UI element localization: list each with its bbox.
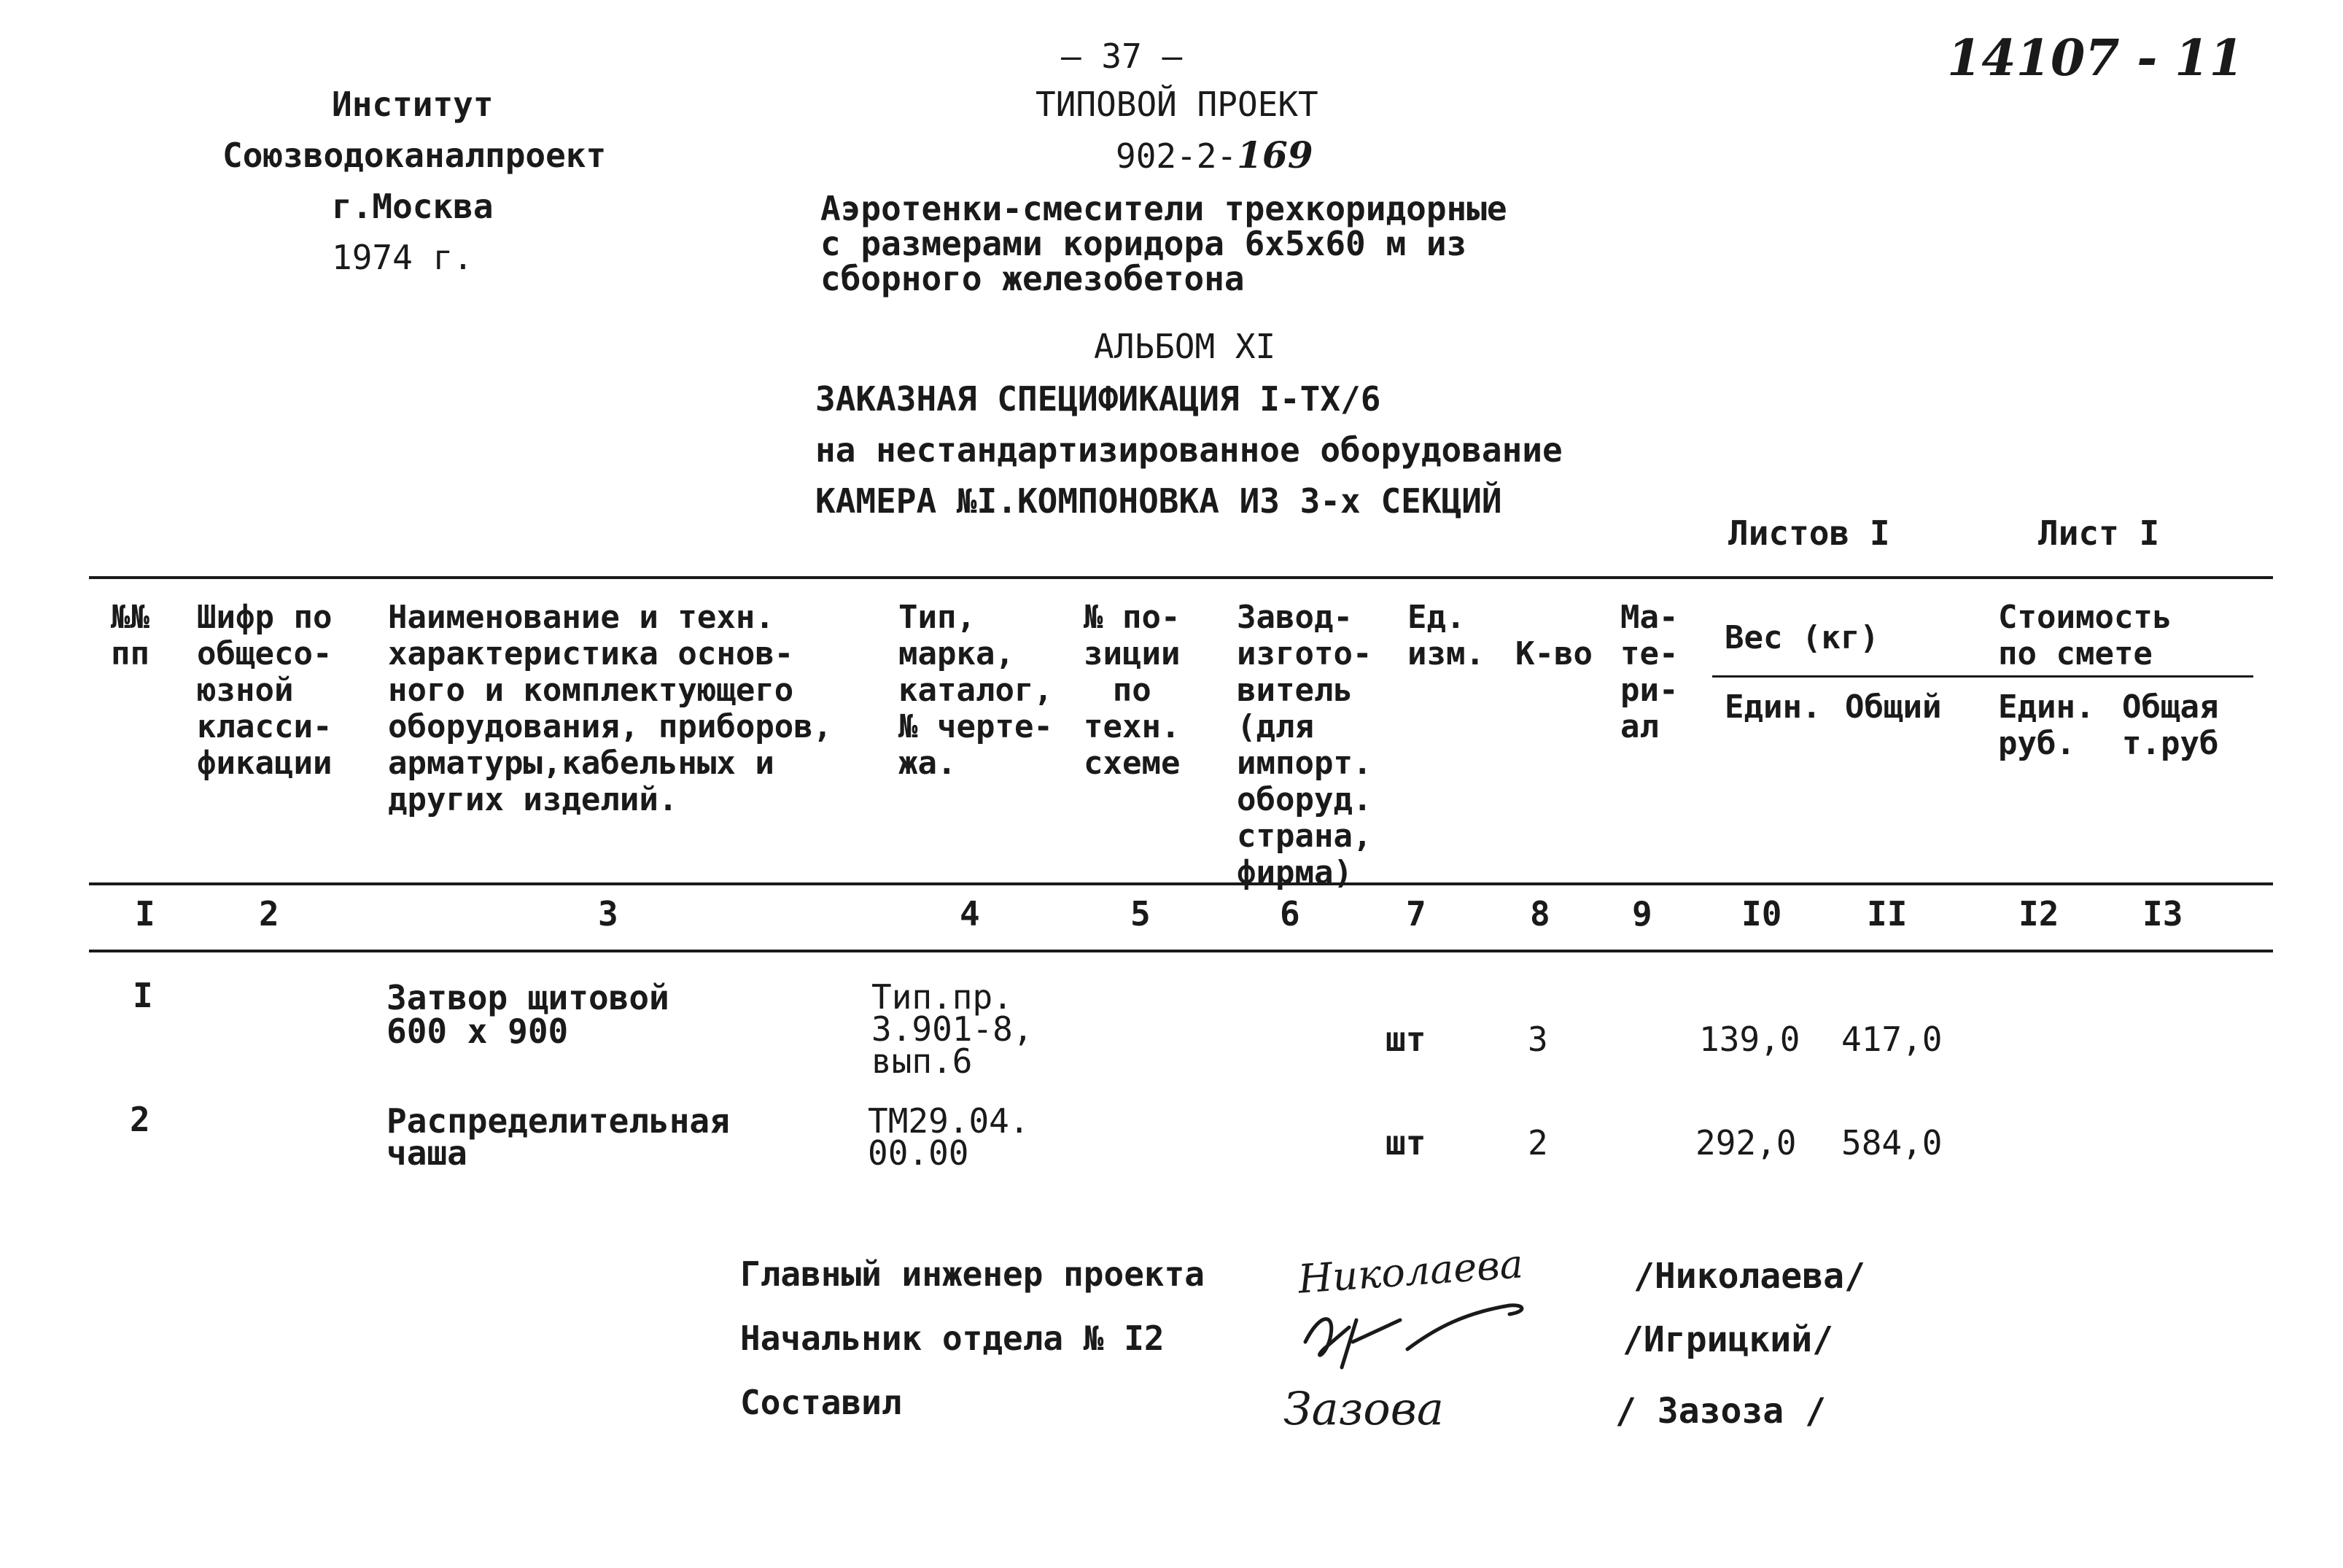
row-2-unit: шт	[1386, 1123, 1426, 1163]
project-code	[1116, 133, 1313, 176]
header-unit: Ед. изм.	[1407, 599, 1485, 672]
signature-name: /Николаева/	[1633, 1256, 1865, 1297]
row-2-num: 2	[130, 1100, 150, 1139]
institute-city: г.Москва	[332, 187, 494, 226]
signature-role: Составил	[740, 1383, 902, 1422]
album-title: АЛЬБОМ XI	[1094, 327, 1276, 366]
column-number: 9	[1632, 894, 1652, 934]
column-number: I	[135, 894, 155, 934]
chamber-title: КАМЕРА №I.КОМПОНОВКА ИЗ 3-х СЕКЦИЙ	[815, 481, 1502, 521]
sheets-total: Листов I	[1728, 513, 1890, 553]
row-2-type: ТМ29.04. 00.00	[868, 1101, 1030, 1173]
column-number: 8	[1530, 894, 1550, 934]
row-1-unit: шт	[1386, 1020, 1426, 1059]
header-position: № по- зиции по техн. схеме	[1084, 599, 1181, 782]
header-code: Шифр по общесо- юзной класси- фикации	[197, 599, 333, 782]
header-weight-unit: Един.	[1725, 688, 1822, 726]
column-number: 4	[960, 894, 980, 934]
institute-name: Институт	[332, 85, 494, 124]
header-cost-total: Общая т.руб	[2122, 688, 2219, 762]
table-top-rule	[89, 576, 2273, 579]
header-cost-unit: Един. руб.	[1998, 688, 2095, 762]
spec-title: ЗАКАЗНАЯ СПЕЦИФИКАЦИЯ I-ТХ/6	[815, 379, 1381, 419]
weight-cost-subrule	[1712, 675, 2253, 678]
column-number: I0	[1741, 894, 1782, 934]
handwritten-signature: Зазова	[1283, 1382, 1444, 1435]
header-weight-group: Вес (кг)	[1725, 619, 1879, 656]
column-number: I3	[2142, 894, 2183, 934]
project-description	[820, 191, 1507, 296]
project-code-prefix: 902-2-	[1116, 136, 1237, 176]
header-weight-total: Общий	[1845, 688, 1942, 726]
column-number: 2	[259, 894, 279, 934]
column-number: 6	[1280, 894, 1300, 934]
header-cost-group: Стоимость по смете	[1998, 599, 2172, 672]
signature-name: / Зазоза /	[1615, 1391, 1826, 1432]
project-code-suffix: 169	[1237, 133, 1313, 176]
description-line: с размерами коридора 6х5х60 м из	[820, 224, 1467, 263]
row-1-weight-total: 417,0	[1841, 1020, 1943, 1059]
header-num: №№ пп	[111, 599, 149, 672]
header-name: Наименование и техн. характеристика основ- ного и комплектующего оборудования, приборов, арматуры,кабельных и других изделий.	[388, 599, 833, 818]
description-line: сборного железобетона	[820, 259, 1245, 298]
description-line: Аэротенки-смесители трехкоридорные	[820, 189, 1507, 228]
column-number: 3	[598, 894, 618, 934]
row-2-qty: 2	[1528, 1123, 1548, 1163]
page-number: – 37 –	[1061, 36, 1183, 76]
institute-org: Союзводоканалпроект	[222, 136, 607, 175]
signature-role: Главный инженер проекта	[740, 1254, 1205, 1294]
row-1-name: Затвор щитовой 600 х 900	[386, 978, 669, 1051]
column-number: I2	[2018, 894, 2059, 934]
row-2-weight-unit: 292,0	[1695, 1123, 1797, 1163]
header-type: Тип, марка, каталог, № черте- жа.	[898, 599, 1053, 782]
header-bottom-rule	[89, 882, 2273, 885]
handwritten-signature: Николаева	[1297, 1241, 1525, 1303]
archive-number: 14107 - 11	[1947, 29, 2244, 88]
row-1-num: I	[133, 976, 153, 1015]
sheet-current: Лист I	[2038, 513, 2160, 553]
row-1-weight-unit: 139,0	[1699, 1020, 1800, 1059]
row-1-qty: 3	[1528, 1020, 1548, 1059]
header-material: Ма- те- ри- ал	[1620, 599, 1679, 745]
signature-role: Начальник отдела № I2	[740, 1319, 1165, 1358]
row-2-weight-total: 584,0	[1841, 1123, 1943, 1163]
header-qty: К-во	[1515, 635, 1593, 672]
project-label: ТИПОВОЙ ПРОЕКТ	[1035, 85, 1318, 124]
handwritten-signature-scribble	[1291, 1298, 1531, 1378]
institute-year: 1974 г.	[332, 238, 473, 277]
signature-name: /Игрицкий/	[1623, 1319, 1833, 1360]
column-number: II	[1867, 894, 1908, 934]
row-2-name: Распределительная чаша	[386, 1101, 730, 1173]
column-number-rule	[89, 950, 2273, 952]
row-1-type: Тип.пр. 3.901-8, вып.6	[871, 977, 1033, 1081]
column-number: 5	[1130, 894, 1151, 934]
column-number: 7	[1406, 894, 1426, 934]
spec-subtitle: на нестандартизированное оборудование	[815, 430, 1563, 470]
header-manufacturer: Завод- изгото- витель (для импорт. оборуд. страна, фирма)	[1237, 599, 1372, 891]
